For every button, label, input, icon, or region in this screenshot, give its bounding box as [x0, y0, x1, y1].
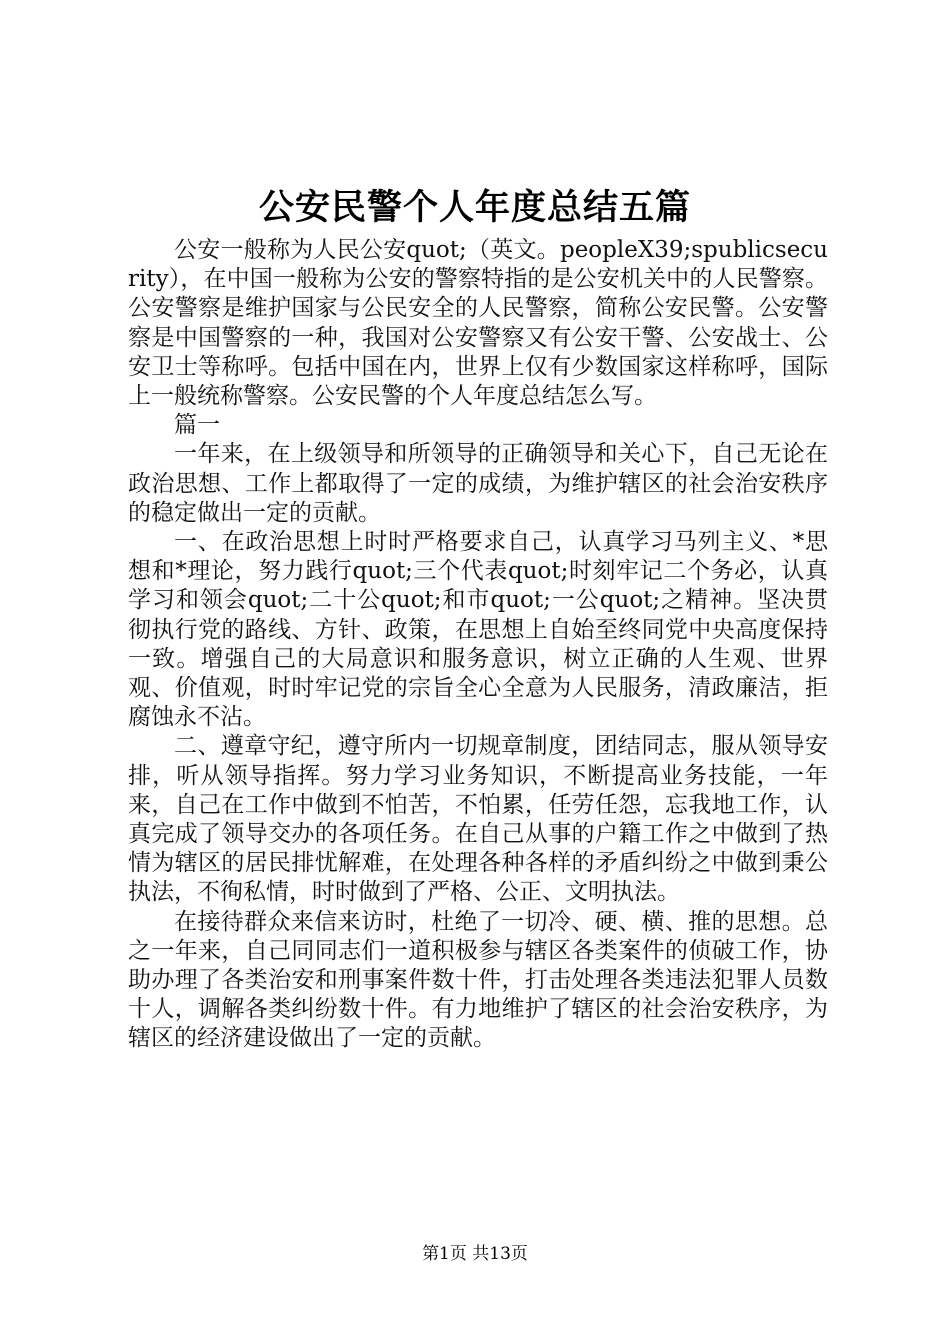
paragraph-reception: 在接待群众来信来访时，杜绝了一切冷、硬、横、推的思想。总之一年来，自己同同志们一道积极参与辖区各类案件的侦破工作，协助办理了各类治安和刑事案件数十件，打击处理各类违法犯罪人员数十人，调解各类纠纷数十件。有力地维护了辖区的社会治安秩序，为辖区的经济建设做出了一定的贡献。 — [128, 908, 828, 1052]
paragraph-point-one: 一、在政治思想上时时严格要求自己，认真学习马列主义、*思想和*理论，努力践行quot;三个代表quot;时刻牢记二个务必，认真学习和领会quot;二十公quot;和市quot;一公quot;之精神。坚决贯彻执行党的路线、方针、政策，在思想上自始至终同党中央高度保持一致。增强自己的大局意识和服务意识，树立正确的人生观、世界观、价值观，时时牢记党的宗旨全心全意为人民服务，清政廉洁，拒腐蚀永不沾。 — [128, 529, 828, 731]
paragraph-intro: 公安一般称为人民公安quot;（英文。peopleX39;spublicsecurity），在中国一般称为公安的警察特指的是公安机关中的人民警察。公安警察是维护国家与公民安全的人民警察，简称公安民警。公安警察是中国警察的一种，我国对公安警察又有公安干警、公安战士、公安卫士等称呼。包括中国在内，世界上仅有少数国家这样称呼，国际上一般统称警察。公安民警的个人年度总结怎么写。 — [128, 237, 828, 410]
section-heading-part-one: 篇一 — [174, 412, 220, 439]
paragraph-point-two: 二、遵章守纪，遵守所内一切规章制度，团结同志，服从领导安排，听从领导指挥。努力学习业务知识，不断提高业务技能，一年来，自己在工作中做到不怕苦，不怕累，任劳任怨，忘我地工作，认真完成了领导交办的各项任务。在自己从事的户籍工作之中做到了热情为辖区的居民排忧解难，在处理各种各样的矛盾纠纷之中做到秉公执法，不徇私情，时时做到了严格、公正、文明执法。 — [128, 733, 828, 906]
document-title: 公安民警个人年度总结五篇 — [258, 187, 691, 228]
page-footer: 第1页 共13页 — [422, 1244, 528, 1264]
document-body — [128, 236, 828, 1054]
paragraph-overview: 一年来，在上级领导和所领导的正确领导和关心下，自己无论在政治思想、工作上都取得了一定的成绩，为维护辖区的社会治安秩序的稳定做出一定的贡献。 — [128, 441, 828, 526]
